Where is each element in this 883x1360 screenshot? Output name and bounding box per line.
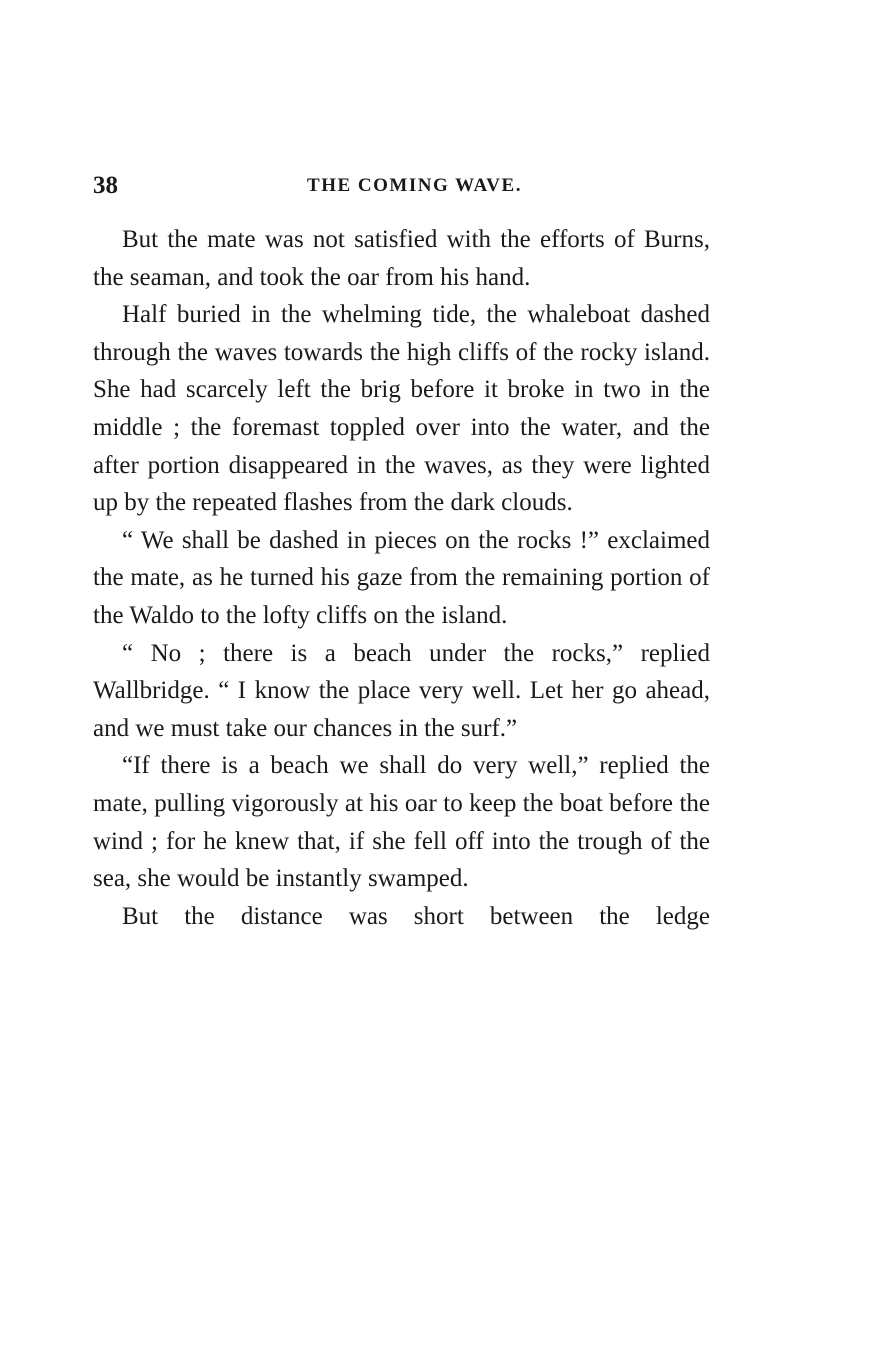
- paragraph: Half buried in the whelming tide, the whaleboat dashed through the waves towards the high cliffs of the rocky island. She had scarcely left the brig before it broke in two in the middle ; the foremast toppled over into the water, and the after portion disappeared in the waves, as they were lighted up by the repeated flashes from the dark clouds.: [93, 301, 710, 517]
- paragraph: But the distance was short between the ledge: [122, 902, 710, 930]
- paragraph: “If there is a beach we shall do very well,” replied the mate, pulling vigorously at his oar to keep the boat before the wind ; for he knew that, if she fell off into the trough of the sea, she would be instantly swamped.: [93, 752, 710, 893]
- paragraph: But the mate was not satisfied with the efforts of Burns, the seaman, and took the oar from his hand.: [93, 226, 710, 291]
- paragraph: “ No ; there is a beach under the rocks,” replied Wallbridge. “ I know the place very well. Let her go ahead, and we must take our chances in the surf.”: [93, 639, 710, 742]
- paragraph: “ We shall be dashed in pieces on the rocks !” exclaimed the mate, as he turned his gaze from the remaining portion of the Waldo to the lofty cliffs on the island.: [93, 526, 710, 629]
- body-text: [93, 221, 710, 935]
- running-head: [93, 170, 710, 202]
- running-title: THE COMING WAVE.: [307, 175, 522, 196]
- page-number: 38: [93, 172, 118, 199]
